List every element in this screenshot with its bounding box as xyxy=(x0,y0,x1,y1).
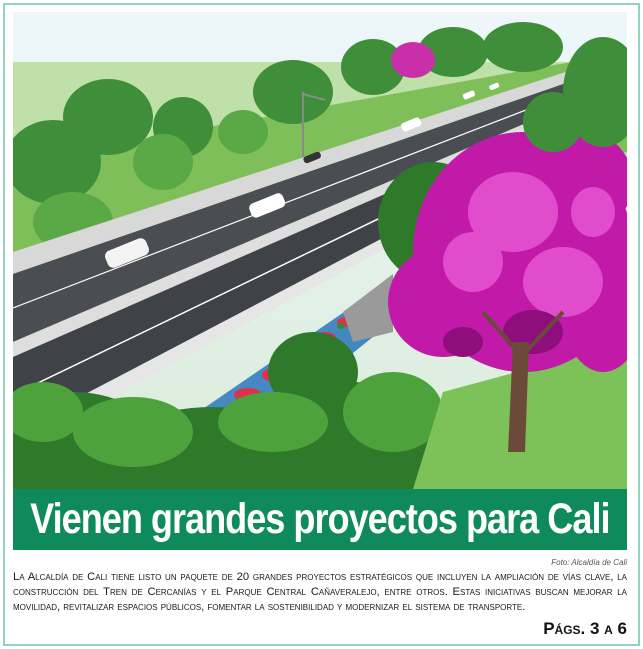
headline: Vienen grandes proyectos para Cali xyxy=(30,495,610,543)
lead-paragraph: La Alcaldía de Cali tiene listo un paquete de 20 grandes proyectos estratégicos que incluyen la ampliación de vías clave, la construcción del Tren de Cercanías y el Parque Central Cañaveralejo, entre otros. Estas iniciativas buscan mejorar la movilidad, revitalizar espacios públicos, fomentar la sostenibilidad y modernizar el sistema de transporte. xyxy=(13,571,627,613)
headline-banner xyxy=(13,489,627,550)
render-image-highway-bridge xyxy=(13,12,627,489)
photo-credit: Foto: Alcaldía de Cali xyxy=(551,558,627,567)
page-reference: Págs. 3 a 6 xyxy=(543,619,627,638)
